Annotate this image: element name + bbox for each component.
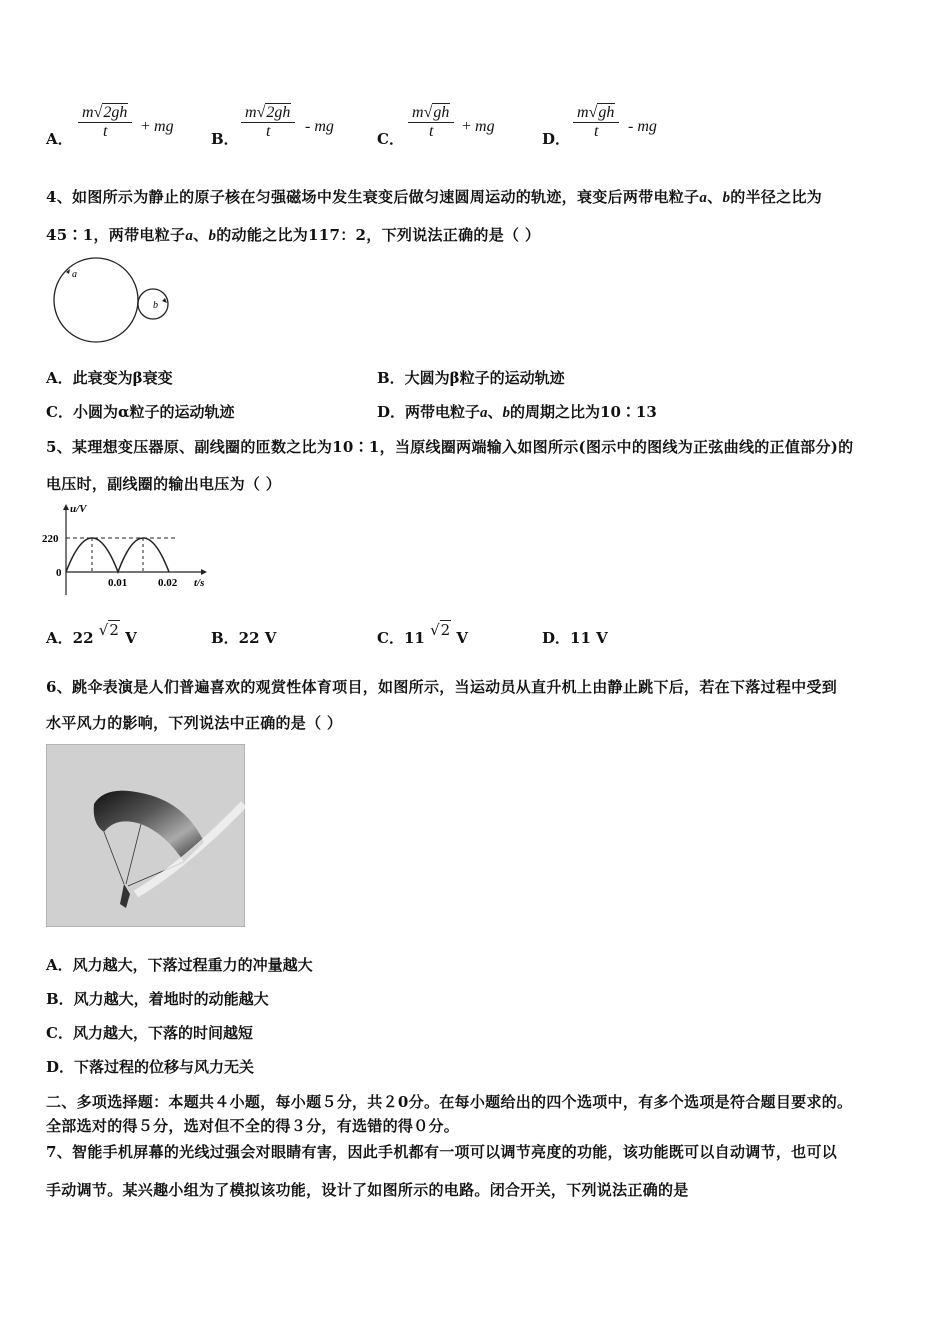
graph-y-label: u/V <box>70 503 87 515</box>
section2-heading-line1: 二、多项选择题：本题共４小题，每小题５分，共２0分。在每小题给出的四个选项中，有多个选项是符合题目要求的。 <box>46 1093 853 1111</box>
q3-option-b-fraction: $\frac{m√2gh}{t}$ <box>241 104 295 141</box>
parachute-photo <box>46 744 245 927</box>
q6-option-c: C．风力越大，下落的时间越短 <box>46 1024 253 1042</box>
q6-option-d: D．下落过程的位移与风力无关 <box>46 1058 255 1076</box>
x-axis-arrow-icon <box>201 569 207 575</box>
q5-voltage-graph <box>40 500 215 600</box>
q3-option-d-fraction: $\frac{m√gh}{t}$ <box>573 104 619 141</box>
graph-y-tick: 220 <box>42 533 59 545</box>
q7-stem-line2: 手动调节。某兴趣小组为了模拟该功能，设计了如图所示的电路。闭合开关，下列说法正确的是 <box>46 1181 689 1199</box>
q3-option-d-letter: D． <box>542 130 571 148</box>
q3-option-a-letter: A． <box>46 130 73 148</box>
q4-option-a: A．此衰变为β衰变 <box>46 369 173 387</box>
graph-origin: 0 <box>56 567 62 579</box>
small-orbit-arrow-icon <box>162 298 167 303</box>
q4-option-b: B．大圆为β粒子的运动轨迹 <box>377 369 565 387</box>
q3-option-c-letter: C． <box>377 130 404 148</box>
q5-stem-line2: 电压时，副线圈的输出电压为（ ） <box>46 475 282 493</box>
q3-option-a-fraction: $\frac{m√2gh}{t}$ <box>78 104 132 141</box>
orbit-label-b: b <box>153 300 158 311</box>
q5-stem-line1: 5、某理想变压器原、副线圈的匝数之比为10∶1，当原线圈两端输入如图所示(图示中的图线为正弦曲线的正值部分)的 <box>46 438 854 456</box>
q5-option-b: B．22 V <box>211 629 277 647</box>
large-orbit-circle <box>54 258 138 342</box>
q5-option-d: D．11 V <box>542 629 608 647</box>
y-axis-arrow-icon <box>63 504 69 510</box>
q5-option-a: A．22 √2 V <box>46 621 137 647</box>
graph-x-tick-2: 0.02 <box>158 577 178 589</box>
q4-option-d: D．两带电粒子a、b的周期之比为10∶13 <box>377 403 657 421</box>
rectified-sine-curve <box>66 538 169 572</box>
q6-option-a: A．风力越大，下落过程重力的冲量越大 <box>46 956 313 974</box>
q7-stem-line1: 7、智能手机屏幕的光线过强会对眼睛有害，因此手机都有一项可以调节亮度的功能，该功能既可以自动调节，也可以 <box>46 1143 838 1161</box>
q6-option-b: B．风力越大，着地时的动能越大 <box>46 990 269 1008</box>
q4-stem-line1: 4、如图所示为静止的原子核在匀强磁场中发生衰变后做匀速圆周运动的轨迹，衰变后两带电粒子a、b的半径之比为 <box>46 188 823 206</box>
q5-option-c: C．11 √2 V <box>377 621 469 647</box>
q3-option-b-letter: B． <box>211 130 239 148</box>
q6-stem-line1: 6、跳伞表演是人们普遍喜欢的观赏性体育项目，如图所示，当运动员从直升机上由静止跳下后，若在下落过程中受到 <box>46 678 838 696</box>
q3-option-c-fraction: $\frac{m√gh}{t}$ <box>408 104 454 141</box>
q4-stem-line2: 45∶1，两带电粒子a、b的动能之比为117：2，下列说法正确的是（ ） <box>46 226 541 244</box>
graph-x-tick-1: 0.01 <box>108 577 128 589</box>
orbit-label-a: a <box>72 269 77 280</box>
q4-orbit-figure <box>46 254 176 346</box>
section2-heading-line2: 全部选对的得５分，选对但不全的得３分，有选错的得０分。 <box>46 1117 460 1135</box>
q4-option-c: C．小圆为α粒子的运动轨迹 <box>46 403 235 421</box>
graph-x-label: t/s <box>194 577 205 589</box>
q6-stem-line2: 水平风力的影响，下列说法中正确的是（ ） <box>46 714 343 732</box>
